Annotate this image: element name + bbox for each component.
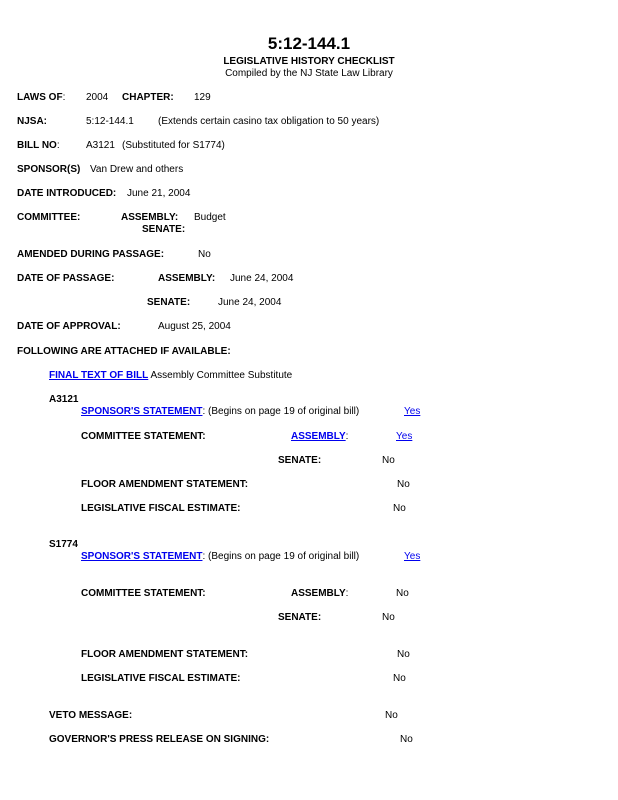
s1774-sponsor-note: : (Begins on page 19 of original bill) <box>202 551 360 562</box>
date-of-approval-value: August 25, 2004 <box>158 321 231 332</box>
s1774-fiscal-label: LEGISLATIVE FISCAL ESTIMATE: <box>81 673 241 684</box>
a3121-sponsor-statement-link[interactable]: SPONSOR'S STATEMENT <box>81 406 203 417</box>
amended-value: No <box>198 249 211 260</box>
final-text-row <box>49 370 292 382</box>
s1774-heading: S1774 <box>49 539 78 550</box>
date-introduced-value: June 21, 2004 <box>127 188 191 199</box>
compiled-by: Compiled by the NJ State Law Library <box>225 68 393 79</box>
a3121-floor-label: FLOOR AMENDMENT STATEMENT: <box>81 479 249 490</box>
final-text-note: Assembly Committee Substitute <box>150 370 293 381</box>
date-of-approval-label: DATE OF APPROVAL: <box>17 321 121 332</box>
bill-no-note: (Substituted for S1774) <box>122 140 225 151</box>
committee-senate-label: SENATE: <box>142 224 186 235</box>
a3121-fiscal-value: No <box>393 503 406 514</box>
s1774-assembly-label: ASSEMBLY <box>291 588 346 599</box>
a3121-assembly-link[interactable]: ASSEMBLY <box>291 431 346 442</box>
page-subtitle: LEGISLATIVE HISTORY CHECKLIST <box>223 56 395 67</box>
s1774-assembly-row: ASSEMBLY: <box>291 588 349 599</box>
s1774-floor-value: No <box>397 649 410 660</box>
s1774-committee-label: COMMITTEE STATEMENT: <box>81 588 206 599</box>
a3121-sponsor-row <box>81 406 359 418</box>
s1774-sponsor-yes-link[interactable]: Yes <box>404 551 421 562</box>
attached-heading: FOLLOWING ARE ATTACHED IF AVAILABLE: <box>17 346 231 357</box>
date-of-passage-label: DATE OF PASSAGE: <box>17 273 115 284</box>
laws-of-value: 2004 <box>86 92 109 103</box>
njsa-label: NJSA: <box>17 116 48 127</box>
sponsors-value: Van Drew and others <box>90 164 184 175</box>
passage-senate-value: June 24, 2004 <box>218 297 282 308</box>
committee-label: COMMITTEE: <box>17 212 81 223</box>
passage-assembly-label: ASSEMBLY: <box>158 273 216 284</box>
bill-no-value: A3121 <box>86 140 115 151</box>
veto-value: No <box>385 710 398 721</box>
veto-label: VETO MESSAGE: <box>49 710 133 721</box>
njsa-note: (Extends certain casino tax obligation to 50 years) <box>158 116 380 127</box>
page-title: 5:12-144.1 <box>267 34 351 53</box>
s1774-sponsor-row <box>81 551 359 563</box>
s1774-senate-value: No <box>382 612 395 623</box>
date-introduced-label: DATE INTRODUCED: <box>17 188 117 199</box>
a3121-senate-value: No <box>382 455 395 466</box>
a3121-committee-label: COMMITTEE STATEMENT: <box>81 431 206 442</box>
passage-senate-label: SENATE: <box>147 297 191 308</box>
passage-assembly-value: June 24, 2004 <box>230 273 294 284</box>
s1774-sponsor-statement-link[interactable]: SPONSOR'S STATEMENT <box>81 551 203 562</box>
a3121-sponsor-note: : (Begins on page 19 of original bill) <box>202 406 360 417</box>
a3121-heading: A3121 <box>49 394 79 405</box>
sponsors-label: SPONSOR(S) <box>17 164 81 175</box>
s1774-senate-label: SENATE: <box>278 612 322 623</box>
committee-assembly-value: Budget <box>194 212 226 223</box>
a3121-senate-label: SENATE: <box>278 455 322 466</box>
a3121-assembly-row: ASSEMBLY: <box>291 431 349 442</box>
s1774-fiscal-value: No <box>393 673 406 684</box>
chapter-value: 129 <box>194 92 211 103</box>
governor-value: No <box>400 734 413 745</box>
bill-no-label: BILL NO: <box>17 140 60 151</box>
a3121-fiscal-label: LEGISLATIVE FISCAL ESTIMATE: <box>81 503 241 514</box>
a3121-assembly-yes-link[interactable]: Yes <box>396 431 413 442</box>
a3121-floor-value: No <box>397 479 410 490</box>
s1774-floor-label: FLOOR AMENDMENT STATEMENT: <box>81 649 249 660</box>
amended-label: AMENDED DURING PASSAGE: <box>17 249 165 260</box>
governor-label: GOVERNOR'S PRESS RELEASE ON SIGNING: <box>49 734 270 745</box>
committee-assembly-label: ASSEMBLY: <box>121 212 179 223</box>
njsa-value: 5:12-144.1 <box>86 116 134 127</box>
laws-of-label: LAWS OF: <box>17 92 66 103</box>
chapter-label: CHAPTER: <box>122 92 174 103</box>
s1774-assembly-value: No <box>396 588 409 599</box>
a3121-sponsor-yes-link[interactable]: Yes <box>404 406 421 417</box>
final-text-link[interactable]: FINAL TEXT OF BILL <box>49 370 149 381</box>
